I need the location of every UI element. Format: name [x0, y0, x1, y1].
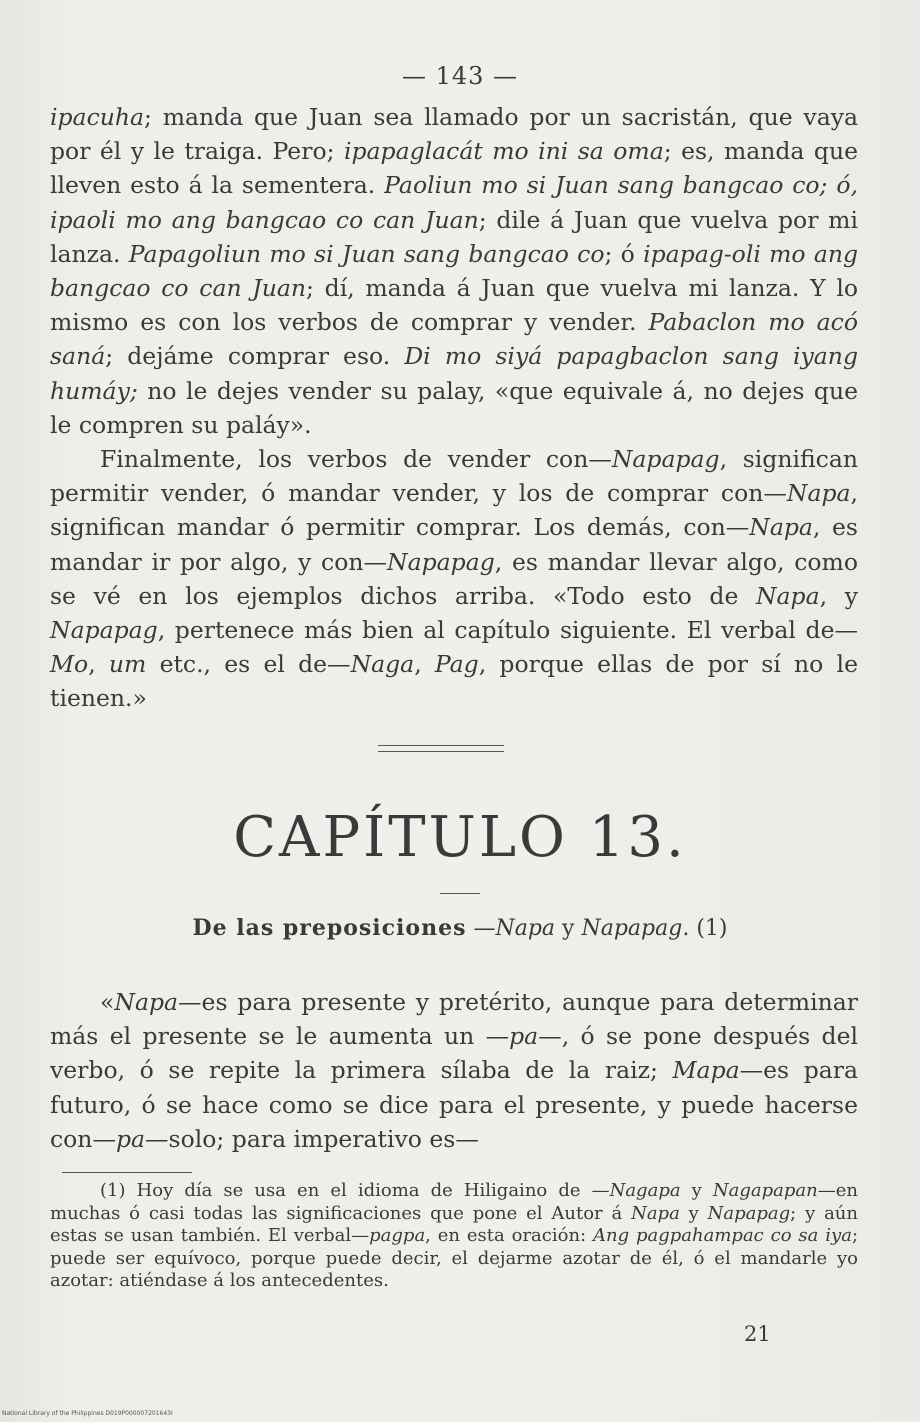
- text-run: ; dí, manda á Juan que vuelva mi lanza. Y lo mismo es con los verbos de comprar y vender.: [50, 274, 858, 337]
- text-run: no le dejes vender su palay, «que equivale á, no dejes que le compren su paláy».: [50, 376, 858, 439]
- text-run: —en muchas ó casi todas las significaciones que pone el Autor á: [50, 1180, 858, 1224]
- italic-run: ipapag-oli mo ang bangcao co can Juan: [50, 239, 859, 303]
- text-run: ; manda que Juan sea llamado por un sacristán, que vaya por él y le traiga. Pero;: [50, 103, 858, 166]
- subtitle-bold: De las preposiciones: [192, 915, 467, 941]
- text-run: y: [679, 1202, 708, 1224]
- footnote-rule: [62, 1172, 192, 1173]
- italic-run: Papagoliun mo si Juan sang bangcao co: [128, 239, 605, 268]
- text-run: ; dejáme comprar eso.: [105, 342, 405, 371]
- italic-run: Napapag: [50, 616, 158, 645]
- italic-run: Paoliun mo si Juan sang bangcao co; ó, ipaoli mo ang bangcao co can Juan: [50, 171, 858, 234]
- text-run: Finalmente, los verbos de vender con—: [100, 445, 612, 474]
- italic-run: Nagapapan: [712, 1180, 818, 1201]
- text-run: —es para presente y pretérito, aunque para determinar más el presente se le aumenta un —: [50, 988, 858, 1051]
- footnote-text: [50, 1180, 858, 1293]
- italic-run: pa: [509, 1022, 539, 1051]
- text-run: —solo; para imperativo es—: [145, 1124, 479, 1153]
- text-run: . (1): [682, 916, 728, 941]
- text-run: y: [555, 916, 582, 941]
- text-run: ; y aún estas se usan también. El verbal—: [50, 1202, 858, 1246]
- italic-run: Napa: [749, 513, 813, 542]
- chapter-title: CAPÍTULO 13.: [233, 805, 687, 870]
- text-run: , es mandar ir por algo, y con—: [50, 513, 858, 576]
- text-run: , porque ellas de por sí no le tienen.»: [50, 650, 858, 713]
- paragraph: [50, 985, 858, 1156]
- italic-run: Di mo siyá papagbaclon sang iyang humáy;: [50, 342, 858, 405]
- italic-run: Napapag: [707, 1202, 791, 1224]
- text-run: ,: [414, 650, 435, 679]
- paragraph: [50, 100, 858, 442]
- italic-run: Naga: [350, 650, 415, 679]
- italic-run: Napa: [114, 988, 179, 1016]
- italic-run: Mo: [50, 650, 89, 679]
- text-run: y: [680, 1180, 713, 1201]
- text-run: —: [466, 916, 496, 941]
- text-run: —, ó se pone después del verbo, ó se repite la primera sílaba de la raiz;: [50, 1022, 858, 1085]
- footnote: [50, 1180, 858, 1293]
- text-run: (1) Hoy día se usa en el idioma de Hiligaino de —: [100, 1180, 610, 1201]
- italic-run: Napa: [495, 916, 556, 941]
- text-run: , y: [819, 581, 858, 610]
- chapter-body: [50, 985, 858, 1156]
- title-rule: [440, 893, 480, 894]
- italic-run: Napapag: [581, 916, 683, 941]
- body-text: [50, 100, 858, 716]
- text-run: «: [100, 988, 115, 1016]
- text-run: ; es, manda que lleven esto á la sementera.: [50, 137, 858, 200]
- subtitle-rest: [466, 916, 727, 941]
- paragraph: [50, 442, 858, 716]
- italic-run: pa: [115, 1124, 146, 1153]
- text-run: ,: [88, 650, 109, 679]
- italic-run: Ang pagpahampac co sa iya: [593, 1225, 852, 1246]
- italic-run: Nagapa: [609, 1180, 681, 1201]
- page-number-top: — 143 —: [401, 62, 519, 90]
- text-run: ; dile á Juan que vuelva por mi lanza.: [50, 205, 858, 268]
- chapter-subtitle: [0, 915, 920, 941]
- text-run: —es para futuro, ó se hace como se dice para el presente, y puede hacerse con—: [50, 1056, 858, 1153]
- italic-run: Pabaclon mo acó saná: [50, 308, 858, 371]
- text-run: , significan permitir vender, ó mandar vender, y los de comprar con—: [50, 445, 858, 508]
- italic-run: Napa: [786, 479, 851, 508]
- italic-run: Pag: [434, 650, 479, 679]
- text-run: , significan mandar ó permitir comprar. Los demás, con—: [50, 479, 858, 542]
- italic-run: pagpa: [369, 1225, 426, 1246]
- section-divider: [378, 745, 504, 752]
- italic-run: um: [108, 650, 147, 679]
- text-run: , es mandar llevar algo, como se vé en los ejemplos dichos arriba. «Todo esto de: [50, 547, 858, 610]
- italic-run: Napapag: [611, 445, 720, 474]
- text-run: , en esta oración:: [425, 1225, 594, 1246]
- library-caption: National Library of the Philippines D019P000007201643I: [2, 1410, 173, 1417]
- italic-run: ipacuha: [50, 103, 145, 131]
- text-run: ; ó: [604, 239, 644, 268]
- italic-run: Mapa: [672, 1056, 740, 1085]
- text-run: , pertenece más bien al capítulo siguiente. El verbal de—: [157, 616, 858, 645]
- page-number-bottom: 21: [744, 1322, 771, 1346]
- italic-run: Napa: [631, 1202, 680, 1224]
- text-run: ; puede ser equívoco, porque puede decir, el dejarme azotar de él, ó el mandarle yo azotar: atiéndase á los antecedentes.: [50, 1225, 859, 1291]
- italic-run: Napa: [755, 581, 820, 610]
- italic-run: ipapaglacát mo ini sa oma: [343, 137, 664, 166]
- text-run: etc., es el de—: [146, 650, 351, 679]
- italic-run: Napapag: [387, 547, 495, 576]
